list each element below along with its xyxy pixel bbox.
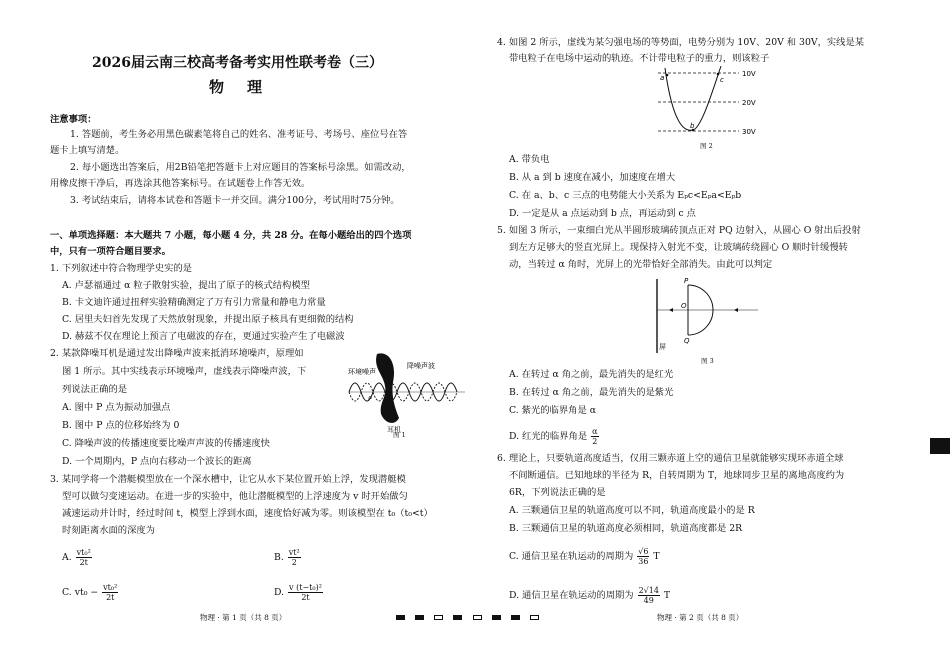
q4-stem: 带电粒子在电场中运动的轨迹。不计带电粒子的重力，则该粒子 — [509, 53, 770, 64]
q4-option: A. 带负电 — [509, 154, 550, 165]
page-marker-square — [396, 615, 405, 620]
q6-option-d: D. 通信卫星在轨运动的周期为 $\frac{2√14}{49}$ T — [509, 586, 671, 605]
q5-stem: 5. 如图 3 所示，一束细白光从半圆形玻璃砖顶点正对 PQ 边射入，从圆心 O 射出后投射 — [497, 225, 861, 236]
q3-stem: 型可以做匀变速运动。在进一步的实验中，他让潜艇模型的上浮速度为 v 时开始做匀 — [62, 491, 408, 502]
q4-option: C. 在 a、b、c 三点的电势能大小关系为 Eₚc<Eₚa<Eₚb — [509, 190, 742, 201]
figure-1-label-anti: 降噪声波 — [407, 362, 435, 370]
q2-stem: 图 1 所示。其中实线表示环境噪声，虚线表示降噪声波，下 — [62, 366, 307, 377]
q5-stem: 到左方足够大的竖直光屏上。现保持入射光不变，让玻璃砖绕圆心 O 顺时针缓慢转 — [509, 242, 848, 253]
q2-stem: 2. 某款降噪耳机是通过发出降噪声波来抵消环境噪声，原理如 — [50, 348, 304, 359]
page-right — [475, 0, 950, 654]
q5-option: B. 在转过 α 角之前，最先消失的是紫光 — [509, 387, 674, 398]
q6-stem: 6. 理论上，只要轨道高度适当，仅用三颗赤道上空的通信卫星就能够实现环赤道全球 — [497, 453, 844, 464]
section-heading: 一、单项选择题：本大题共 7 小题，每小题 4 分，共 28 分。在每小题给出的四个选项 — [50, 230, 412, 241]
q2-option: B. 图中 P 点的位移始终为 0 — [62, 420, 180, 431]
page-marker-square — [434, 615, 443, 620]
page-edge-tab — [930, 438, 950, 454]
q3-option-a: A. $\frac{\text{vt₀²}}{2t}$ — [62, 548, 91, 567]
q5-option-d: D. 红光的临界角是 $\frac{\alpha}{2}$ — [509, 427, 598, 446]
figure-1-label-p: P — [368, 396, 372, 403]
figure-3-label-p: P — [684, 277, 689, 285]
page-marker-square — [453, 615, 462, 620]
figure-3-label-o: O — [681, 302, 687, 310]
footer-left: 物理 · 第 1 页（共 8 页） — [200, 613, 287, 622]
q1-option: D. 赫兹不仅在理论上预言了电磁波的存在，更通过实验产生了电磁波 — [62, 331, 345, 342]
footer-right: 物理 · 第 2 页（共 8 页） — [657, 613, 744, 622]
figure-3-caption: 图 3 — [701, 357, 714, 365]
notice-line: 1. 答题前，考生务必用黑色碳素笔将自己的姓名、准考证号、考场号、座位号在答 — [70, 129, 408, 140]
q5-option: A. 在转过 α 角之前，最先消失的是红光 — [509, 369, 674, 380]
figure-2-label-10v: 10V — [742, 70, 756, 78]
q5-stem: 动，当转过 α 角时，光屏上的光带恰好全部消失。由此可以判定 — [509, 259, 773, 270]
q3-option-b: B. $\frac{\text{vt²}}{2}$ — [274, 548, 300, 567]
figure-1-earphone-waves — [345, 352, 470, 434]
notice-line: 3. 考试结束后，请将本试卷和答题卡一并交回。满分100分，考试用时75分钟。 — [70, 195, 400, 206]
figure-3-label-q: Q — [684, 337, 690, 345]
figure-2-equipotential — [655, 66, 770, 140]
page-marker-square — [415, 615, 424, 620]
q6-option: A. 三颗通信卫星的轨道高度可以不同，轨道高度最小的是 R — [509, 505, 755, 516]
figure-1-caption: 图 1 — [393, 431, 406, 439]
figure-2-label-c: c — [720, 76, 724, 84]
q5-option: C. 紫光的临界角是 α — [509, 405, 597, 416]
figure-3-label-screen: 屏 — [659, 343, 666, 351]
section-heading: 中，只有一项符合题目要求。 — [50, 246, 171, 257]
notice-line: 用橡皮擦干净后，再选涂其他答案标号。在试题卷上作答无效。 — [50, 178, 311, 189]
figure-1-label-ear: 耳机 — [387, 426, 401, 434]
q2-option: D. 一个周期内，P 点向右移动一个波长的距离 — [62, 456, 252, 467]
subject-title: 物 理 — [208, 78, 266, 96]
q3-option-d: D. $\frac{\text{v (t−t₀)²}}{2t}$ — [274, 583, 322, 602]
q4-stem: 4. 如图 2 所示，虚线为某匀强电场的等势面，电势分别为 10V、20V 和 30V，实线是某 — [497, 37, 865, 48]
figure-3-semicircle-glass — [650, 275, 765, 357]
q2-option: C. 降噪声波的传播速度要比噪声声波的传播速度快 — [62, 438, 270, 449]
q6-stem: 不间断通信。已知地球的半径为 R，自转周期为 T，地球同步卫星的离地高度约为 — [509, 470, 845, 481]
q4-option: D. 一定是从 a 点运动到 b 点，再运动到 c 点 — [509, 208, 696, 219]
notice-line: 题卡上填写清楚。 — [50, 145, 125, 156]
figure-2-label-30v: 30V — [742, 128, 756, 136]
q1-stem: 1. 下列叙述中符合物理学史实的是 — [50, 263, 192, 274]
q1-option: A. 卢瑟福通过 α 粒子散射实验，提出了原子的核式结构模型 — [62, 280, 310, 291]
q1-option: B. 卡文迪许通过扭秤实验精确测定了万有引力常量和静电力常量 — [62, 297, 326, 308]
q6-option-c: C. 通信卫星在轨运动的周期为 $\frac{√6}{36}$ T — [509, 547, 660, 566]
figure-2-caption: 图 2 — [700, 142, 713, 150]
q6-stem: 6R，下列说法正确的是 — [509, 487, 606, 498]
figure-2-label-b: b — [690, 122, 695, 130]
q4-option: B. 从 a 到 b 速度在减小，加速度在增大 — [509, 172, 676, 183]
figure-1-label-noise: 环境噪声 — [348, 368, 376, 376]
notice-heading: 注意事项： — [50, 114, 97, 125]
q3-stem: 时刻距离水面的深度为 — [62, 525, 155, 536]
q3-option-c: C. vt₀ − $\frac{\text{vt₀²}}{2t}$ — [62, 583, 118, 602]
q3-stem: 减速运动并计时，经过时间 t，模型上浮到水面，速度恰好减为零。则该模型在 t₀（t₀<t） — [62, 508, 433, 519]
q2-option: A. 图中 P 点为振动加强点 — [62, 402, 171, 413]
figure-2-label-a: a — [660, 74, 665, 82]
notice-line: 2. 每小题选出答案后，用2B铅笔把答题卡上对应题目的答案标号涂黑。如需改动， — [70, 162, 411, 173]
q1-option: C. 居里夫妇首先发现了天然放射现象，并提出原子核具有更细微的结构 — [62, 314, 354, 325]
q6-option: B. 三颗通信卫星的轨道高度必须相同，轨道高度都是 2R — [509, 523, 743, 534]
exam-title: 2026届云南三校高考备考实用性联考卷（三） — [92, 55, 383, 71]
q3-stem: 3. 某同学将一个潜艇模型放在一个深水槽中，让它从水下某位置开始上浮，发现潜艇模 — [50, 474, 406, 485]
figure-2-label-20v: 20V — [742, 99, 756, 107]
q2-stem: 列说法正确的是 — [62, 384, 128, 395]
